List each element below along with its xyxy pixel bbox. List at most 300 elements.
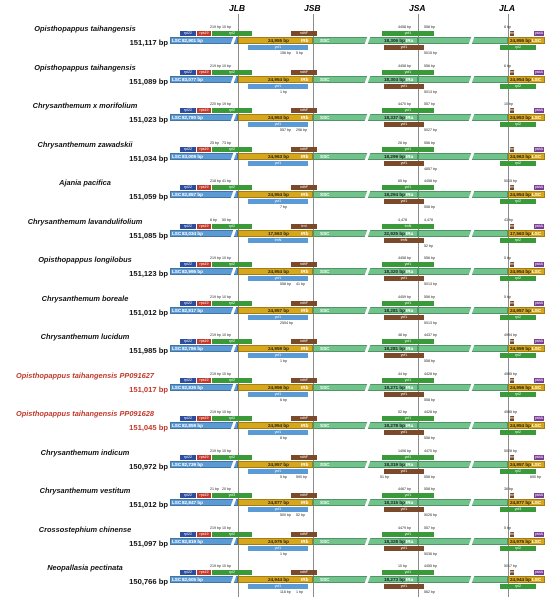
gene-ycf1-lower: ycf1 xyxy=(384,507,424,512)
gene-rpl22: rpl22 xyxy=(180,301,196,306)
gene-ycf1: ycf1 xyxy=(382,147,434,152)
region-label-irb: IRb xyxy=(301,230,309,236)
region-ira xyxy=(418,114,508,121)
region-length-irb: 24,956 bp xyxy=(268,384,289,390)
gene-trnh: trnH xyxy=(510,69,517,74)
bp-annotation: 219 bp xyxy=(210,256,221,260)
gene-ycf1-lower: ycf1 xyxy=(248,276,308,281)
bp-annotation: 1 bp xyxy=(280,551,287,556)
bp-annotation: 5013 bp xyxy=(424,89,437,94)
bp-annotation: 4,478 xyxy=(424,217,433,222)
region-label-lsc: LSC xyxy=(172,346,182,351)
gene-ycf1-lower: ycf1 xyxy=(384,315,424,320)
bp-annotation: 5013 bp xyxy=(424,320,437,325)
bp-annotation: 2554 bp xyxy=(280,320,293,325)
gene-rps19: rps19 xyxy=(197,532,211,537)
region-ira xyxy=(418,422,508,429)
gene-ndhf: ndhF xyxy=(291,416,317,421)
bp-annotation: 4428 bp xyxy=(424,410,437,414)
bp-annotation: 10 bp xyxy=(398,564,407,568)
bp-annotation: 19 bp xyxy=(222,102,231,106)
gene-psba: psbA xyxy=(534,339,544,343)
gene-ndhf: ndhF xyxy=(291,532,317,537)
region-label-lsc-end: LSC xyxy=(532,307,542,313)
region-length-ira-end: 24,955 bp xyxy=(510,38,531,43)
bp-annotation: 52 bp xyxy=(424,243,433,248)
bp-annotation: 558 bp xyxy=(424,359,435,363)
gene-rpl22: rpl22 xyxy=(180,532,196,537)
region-length-irb: 24,954 bp xyxy=(268,76,289,82)
region-label-ssc: SSC xyxy=(320,76,330,82)
gene-ycf1: ycf1 xyxy=(382,31,434,36)
gene-ycf1: ycf1 xyxy=(382,108,434,113)
species-name: Opisthopappus taihangensis xyxy=(34,24,136,33)
gene-psba: psbA xyxy=(534,146,544,151)
region-label-ssc: SSC xyxy=(320,500,330,505)
region-length-irb: 24,957 bp xyxy=(268,461,289,467)
gene-rpl22: rpl22 xyxy=(180,70,196,75)
gene-ycf1-lower: ycf1 xyxy=(384,353,424,358)
gene-ycf1: ycf1 xyxy=(382,532,434,537)
region-label-irb: IRb xyxy=(301,76,309,82)
bp-annotation: 41 bp xyxy=(296,282,305,286)
bp-annotation: 219 bp xyxy=(210,333,221,337)
gene-ycf1-lower: ycf1 xyxy=(384,430,424,435)
bp-annotation: 5017 bp xyxy=(504,564,517,568)
region-length-irb: 24,955 bp xyxy=(268,38,289,43)
bp-annotation: 4470 bp xyxy=(398,102,411,106)
gene-trnh: trnH xyxy=(510,570,517,574)
region-label-lsc: LSC xyxy=(172,115,182,120)
region-ira xyxy=(418,76,508,83)
region-label-lsc: LSC xyxy=(172,577,182,582)
gene-ycf1-lower: ycf1 xyxy=(248,353,308,358)
gene-ycf1-lower: ycf1 xyxy=(384,584,424,589)
region-length-ira: 18,273 bp xyxy=(384,577,405,582)
bp-annotation: 558 bp xyxy=(424,436,435,440)
bp-annotation: 558 bp xyxy=(424,487,435,491)
bp-annotation: 10 bp xyxy=(222,294,231,299)
gene-ycf1: ycf1 xyxy=(382,416,434,421)
region-length-ira-end: 24,959 bp xyxy=(510,346,531,351)
bp-annotation: 5 bp xyxy=(504,525,511,530)
region-label-lsc-end: LSC xyxy=(532,230,542,236)
bp-annotation: 4857 bp xyxy=(424,166,437,171)
region-label-ira: IRa xyxy=(406,115,414,120)
gene-rpl2-lower: rpl2 xyxy=(500,584,536,589)
gene-rps19: rps19 xyxy=(197,455,211,460)
gene-ycf1: ycf1 xyxy=(382,185,434,190)
region-length-lsc: 82,847 bp xyxy=(182,500,203,505)
gene-ycf1-lower: ycf1 xyxy=(248,392,308,397)
bp-annotation: 36 bp xyxy=(504,487,513,491)
gene-ycf1-lower: ycf1 xyxy=(384,45,424,50)
gene-rps19: rps19 xyxy=(197,185,211,190)
region-label-ira: IRa xyxy=(406,384,414,390)
species-name: Chrysanthemum x morifolium xyxy=(32,101,138,110)
gene-rpl2: rpl2 xyxy=(212,262,252,267)
gene-trnh: trnH xyxy=(510,416,517,420)
gene-ycf3: ycf3 xyxy=(212,493,252,498)
species-name: Chrysanthemum vestitum xyxy=(39,486,131,495)
gene-ycf1-lower: ycf1 xyxy=(248,584,308,589)
bp-annotation: 6 bp xyxy=(210,217,217,222)
region-label-lsc-end: LSC xyxy=(532,384,542,390)
gene-psba: psbA xyxy=(534,223,544,228)
bp-annotation: 6 bp xyxy=(280,397,287,402)
bp-annotation: 25 bp xyxy=(210,140,219,145)
bp-annotation: 219 bp xyxy=(210,410,221,414)
region-length-ira-end: 24,954 bp xyxy=(510,192,531,197)
gene-ycf1-lower: ycf1 xyxy=(248,546,308,551)
region-label-irb: IRb xyxy=(301,346,309,351)
bp-annotation: 4455 bp xyxy=(424,564,437,568)
bp-annotation: 558 bp xyxy=(424,397,435,402)
bp-annotation: 5013 bp xyxy=(424,282,437,286)
region-label-lsc-end: LSC xyxy=(532,115,542,120)
region-ira xyxy=(418,461,508,468)
gene-rps19: rps19 xyxy=(197,70,211,75)
region-label-ssc: SSC xyxy=(320,538,330,544)
bp-annotation: 51 bp xyxy=(380,474,389,479)
region-label-ssc: SSC xyxy=(320,461,330,467)
region-label-ssc: SSC xyxy=(320,384,330,390)
gene-psba: psbA xyxy=(534,493,544,497)
region-label-lsc-end: LSC xyxy=(532,461,542,467)
region-ira xyxy=(418,37,508,44)
gene-psba: psbA xyxy=(534,31,544,35)
gene-rpl2: rpl2 xyxy=(212,378,252,383)
region-label-ssc: SSC xyxy=(320,192,330,197)
bp-annotation: 218 bp xyxy=(210,179,221,183)
region-label-lsc-end: LSC xyxy=(532,500,542,505)
bp-annotation: 556 bp xyxy=(424,294,435,299)
gene-ndhf: ndhF xyxy=(291,378,317,383)
region-length-irb: 24,954 bp xyxy=(268,269,289,274)
genome-bar xyxy=(170,487,545,517)
bp-annotation: 21 bp xyxy=(210,487,219,491)
species-name: Crossostephium chinense xyxy=(38,524,132,534)
gene-trnh: trnH xyxy=(510,377,517,382)
junction-label-jsa: JSA xyxy=(409,3,426,13)
gene-trnn: trnN xyxy=(382,224,434,229)
region-label-lsc-end: LSC xyxy=(532,577,542,582)
gene-rps19: rps19 xyxy=(197,147,211,152)
gene-trnh: trnH xyxy=(510,146,517,151)
gene-rpl22: rpl22 xyxy=(180,493,196,498)
gene-psba: psbA xyxy=(534,300,544,305)
gene-rpl22: rpl22 xyxy=(180,416,196,421)
genome-bar xyxy=(170,410,545,440)
region-length-ira: 18,315 bp xyxy=(384,500,405,505)
bp-annotation: 10 bp xyxy=(222,410,231,414)
gene-psba: psbA xyxy=(534,570,544,574)
species-name: Neopallasia pectinata xyxy=(47,563,123,572)
region-label-lsc: LSC xyxy=(172,538,182,544)
gene-ycf1-lower: ycf1 xyxy=(248,161,308,166)
bp-annotation: 10 bp xyxy=(222,63,231,68)
gene-rps19: rps19 xyxy=(197,570,211,575)
gene-rpl22: rpl22 xyxy=(180,147,196,152)
bp-annotation: 8 bp xyxy=(504,25,511,29)
gene-rpl2-lower: rpl2 xyxy=(500,199,536,204)
gene-ycf1-lower: ycf1 xyxy=(248,45,308,50)
gene-rpl22: rpl22 xyxy=(180,108,196,113)
region-label-irb: IRb xyxy=(301,423,309,428)
region-length-ira-end: 24,954 bp xyxy=(510,76,531,82)
gene-trnn-lower: trnN xyxy=(384,238,424,243)
bp-annotation: 4458 bp xyxy=(398,256,411,260)
bp-annotation: 26 bp xyxy=(398,140,407,145)
bp-annotation: 48 bp xyxy=(398,333,407,337)
gene-rps19: rps19 xyxy=(197,378,211,383)
bp-annotation: 52 bp xyxy=(296,513,305,517)
gene-ycf1-lower: ycf1 xyxy=(384,276,424,281)
region-label-irb: IRb xyxy=(301,153,309,159)
region-label-ira: IRa xyxy=(406,423,414,428)
bp-annotation: 219 bp xyxy=(210,294,221,299)
bp-annotation: 4428 bp xyxy=(424,371,437,376)
bp-annotation: 690 bp xyxy=(530,474,541,479)
bp-annotation: 10 bp xyxy=(222,333,231,337)
bp-annotation: 4437 bp xyxy=(424,333,437,337)
region-label-lsc-end: LSC xyxy=(532,423,542,428)
bp-annotation: 5036 bp xyxy=(424,551,437,556)
region-label-ira: IRa xyxy=(406,38,414,43)
region-length-ira: 18,337 bp xyxy=(384,115,405,120)
bp-annotation: 219 bp xyxy=(210,525,221,530)
region-length-lsc: 82,901 bp xyxy=(182,38,203,43)
region-length-irb: 24,953 bp xyxy=(268,115,289,120)
gene-trnh: trnH xyxy=(510,531,517,536)
region-label-lsc: LSC xyxy=(172,269,182,274)
bp-annotation: 557 bp xyxy=(424,525,435,530)
gene-psba: psbA xyxy=(534,262,544,266)
gene-psba: psbA xyxy=(534,377,544,382)
gene-ndhf: ndhF xyxy=(291,185,317,190)
region-label-ira: IRa xyxy=(406,577,414,582)
gene-ycf1-lower: ycf1 xyxy=(248,315,308,320)
bp-annotation: 118 bp xyxy=(280,590,291,594)
region-length-irb: 24,975 bp xyxy=(268,538,289,544)
region-label-irb: IRb xyxy=(301,269,309,274)
bp-annotation: 558 bp xyxy=(424,205,435,209)
gene-rpl2: rpl2 xyxy=(212,70,252,75)
gene-trnh: trnH xyxy=(510,108,517,112)
gene-rps19: rps19 xyxy=(197,108,211,113)
region-label-ssc: SSC xyxy=(320,423,330,428)
bp-annotation: 10 bp xyxy=(222,525,231,530)
gene-rpl2-lower: rpl2 xyxy=(500,84,536,89)
gene-rps19: rps19 xyxy=(197,301,211,306)
gene-ycf1-lower: ycf1 xyxy=(248,199,308,204)
gene-rps19: rps19 xyxy=(197,224,211,229)
bp-annotation: 296 bp xyxy=(296,128,307,132)
bp-annotation: 4985 bp xyxy=(504,371,517,376)
region-length-ira-end: 24,957 bp xyxy=(510,307,531,313)
gene-ycf1-lower: ycf1 xyxy=(384,122,424,127)
region-length-ira: 18,271 bp xyxy=(384,384,405,390)
bp-annotation: 219 bp xyxy=(210,448,221,453)
gene-rpl22: rpl22 xyxy=(180,378,196,383)
gene-psba: psbA xyxy=(534,531,544,536)
bp-annotation: 1 bp xyxy=(296,590,303,594)
region-length-ira-end: 24,944 bp xyxy=(510,577,531,582)
genome-length: 151,045 bp xyxy=(129,423,168,432)
genome-bar xyxy=(170,333,545,363)
bp-annotation: 556 bp xyxy=(424,140,435,145)
bp-annotation: 5 bp xyxy=(280,474,287,479)
region-label-ssc: SSC xyxy=(320,38,330,43)
region-label-lsc: LSC xyxy=(172,384,182,390)
bp-annotation: 219 bp xyxy=(210,25,221,29)
gene-rpl2-lower: rpl2 xyxy=(500,315,536,320)
gene-ndhf: ndhF xyxy=(291,455,317,460)
bp-annotation: 220 bp xyxy=(210,102,221,106)
bp-annotation: 4458 bp xyxy=(398,25,411,29)
species-name: Chrysanthemum boreale xyxy=(41,293,129,303)
species-name: Opisthopappus taihangensis xyxy=(34,62,136,72)
gene-trnh: trnH xyxy=(510,223,517,228)
genome-bar xyxy=(170,525,545,556)
species-name: Opisthopappus taihangensis PP091628 xyxy=(15,409,154,418)
genome-length: 150,972 bp xyxy=(129,461,168,471)
bp-annotation: 5 bp xyxy=(296,51,303,55)
gene-ycf1: ycf1 xyxy=(382,301,434,306)
region-length-ira: 18,328 bp xyxy=(384,538,405,544)
region-ira xyxy=(418,345,508,352)
junction-label-jsb: JSB xyxy=(304,3,321,13)
bp-annotation: 5 bp xyxy=(504,256,511,260)
gene-ycf1-lower: ycf1 xyxy=(384,84,424,89)
region-length-irb: 24,877 bp xyxy=(268,500,289,505)
gene-ndhf: ndhF xyxy=(291,108,317,113)
bp-annotation: 5015 bp xyxy=(504,179,517,183)
region-length-lsc: 82,780 bp xyxy=(182,115,203,120)
region-length-ira-end: 24,956 bp xyxy=(510,384,531,390)
bp-annotation: 557 bp xyxy=(280,128,291,132)
gene-ndhf: ndhF xyxy=(291,493,317,498)
region-ira xyxy=(418,191,508,198)
junction-line-jsb xyxy=(313,14,314,597)
region-label-ira: IRa xyxy=(406,153,414,159)
genome-length: 151,059 bp xyxy=(129,192,168,201)
gene-ycf1-lower: ycf1 xyxy=(384,199,424,204)
region-length-ira: 18,319 bp xyxy=(384,461,405,467)
bp-annotation: 219 bp xyxy=(210,63,221,68)
junction-label-jla: JLA xyxy=(499,3,516,13)
species-name: Chrysanthemum zawadskii xyxy=(37,139,133,149)
bp-annotation: 10 bp xyxy=(222,256,231,260)
bp-annotation: 556 bp xyxy=(424,256,435,260)
genome-length: 151,985 bp xyxy=(129,346,168,355)
gene-rps19: rps19 xyxy=(197,31,211,36)
gene-ndhf: ndhF xyxy=(291,339,317,344)
gene-ycf1: ycf1 xyxy=(382,493,434,498)
bp-annotation: 590 bp xyxy=(296,474,307,479)
gene-rpl2: rpl2 xyxy=(212,416,252,421)
bp-annotation: 10 bp xyxy=(504,102,513,106)
region-ira xyxy=(418,538,508,545)
gene-rpl2-lower: rpl2 xyxy=(500,430,536,435)
region-ira xyxy=(418,576,508,583)
region-label-lsc-end: LSC xyxy=(532,76,542,82)
region-label-irb: IRb xyxy=(301,38,309,43)
genome-bar xyxy=(170,102,545,132)
gene-rpl2: rpl2 xyxy=(212,532,252,537)
gene-ycf1: ycf1 xyxy=(382,455,434,460)
region-label-ira: IRa xyxy=(406,192,414,197)
region-label-lsc: LSC xyxy=(172,38,182,43)
gene-trnh: trnH xyxy=(510,339,517,343)
gene-ndhf: ndhF xyxy=(291,262,317,267)
region-length-lsc: 82,835 bp xyxy=(182,384,203,390)
gene-ycf1: ycf1 xyxy=(382,262,434,267)
bp-annotation: 44 bp xyxy=(398,371,407,376)
gene-rpl2-lower: rpl2 xyxy=(500,392,536,397)
species-name: Chrysanthemum lavandulifolium xyxy=(27,216,143,226)
gene-ycf3-lower: ycf3 xyxy=(500,507,536,512)
bp-annotation: 73 bp xyxy=(222,140,231,145)
region-length-ira: 18,294 bp xyxy=(384,192,405,197)
gene-ycf1-lower: ycf1 xyxy=(384,546,424,551)
region-label-lsc: LSC xyxy=(172,230,182,236)
gene-rpl2-lower: rpl2 xyxy=(500,45,536,50)
bp-annotation: 10 bp xyxy=(222,25,231,29)
region-length-lsc: 82,859 bp xyxy=(182,423,203,428)
gene-ycf1: ycf1 xyxy=(382,378,434,383)
genome-length: 151,034 bp xyxy=(129,153,168,163)
region-label-irb: IRb xyxy=(301,307,309,313)
gene-rpl22: rpl22 xyxy=(180,224,196,229)
genome-bar xyxy=(170,448,545,479)
gene-ycf1-lower: ycf1 xyxy=(384,469,424,474)
bp-annotation: 558 bp xyxy=(424,25,435,29)
bp-annotation: 10 bp xyxy=(222,564,231,568)
bp-annotation: 10 bp xyxy=(222,448,231,453)
gene-trni: trnI xyxy=(291,224,317,229)
region-label-lsc: LSC xyxy=(172,461,182,467)
region-label-ira: IRa xyxy=(406,346,414,351)
genome-length: 151,089 bp xyxy=(129,76,168,86)
region-ira xyxy=(418,499,508,506)
region-label-irb: IRb xyxy=(301,461,309,467)
region-label-lsc: LSC xyxy=(172,307,182,313)
gene-rps19: rps19 xyxy=(197,339,211,344)
region-length-lsc: 82,857 bp xyxy=(182,192,203,197)
gene-trnh: trnH xyxy=(510,185,517,189)
region-length-lsc: 82,739 bp xyxy=(182,461,203,467)
gene-rpl2: rpl2 xyxy=(212,455,252,460)
bp-annotation: 20 bp xyxy=(222,487,231,491)
bp-annotation: 4,478 xyxy=(398,217,407,222)
genome-bar xyxy=(170,256,545,286)
region-label-lsc: LSC xyxy=(172,500,182,505)
region-length-ira-end: 24,954 bp xyxy=(510,269,531,274)
region-label-ira: IRa xyxy=(406,269,414,274)
region-length-lsc: 82,605 bp xyxy=(182,577,203,582)
gene-rpl2-lower: rpl2 xyxy=(500,353,536,358)
gene-psba: psbA xyxy=(534,69,544,74)
gene-ycf1: ycf1 xyxy=(382,570,434,575)
species-name: Opisthopappus taihangensis PP091627 xyxy=(15,370,154,380)
region-label-ira: IRa xyxy=(406,307,414,313)
bp-annotation: 4459 bp xyxy=(398,294,411,299)
region-length-lsc: 82,917 bp xyxy=(182,307,203,313)
bp-annotation: 4479 bp xyxy=(398,525,411,530)
gene-rpl2-lower: rpl2 xyxy=(500,161,536,166)
region-length-irb: 24,944 bp xyxy=(268,577,289,582)
